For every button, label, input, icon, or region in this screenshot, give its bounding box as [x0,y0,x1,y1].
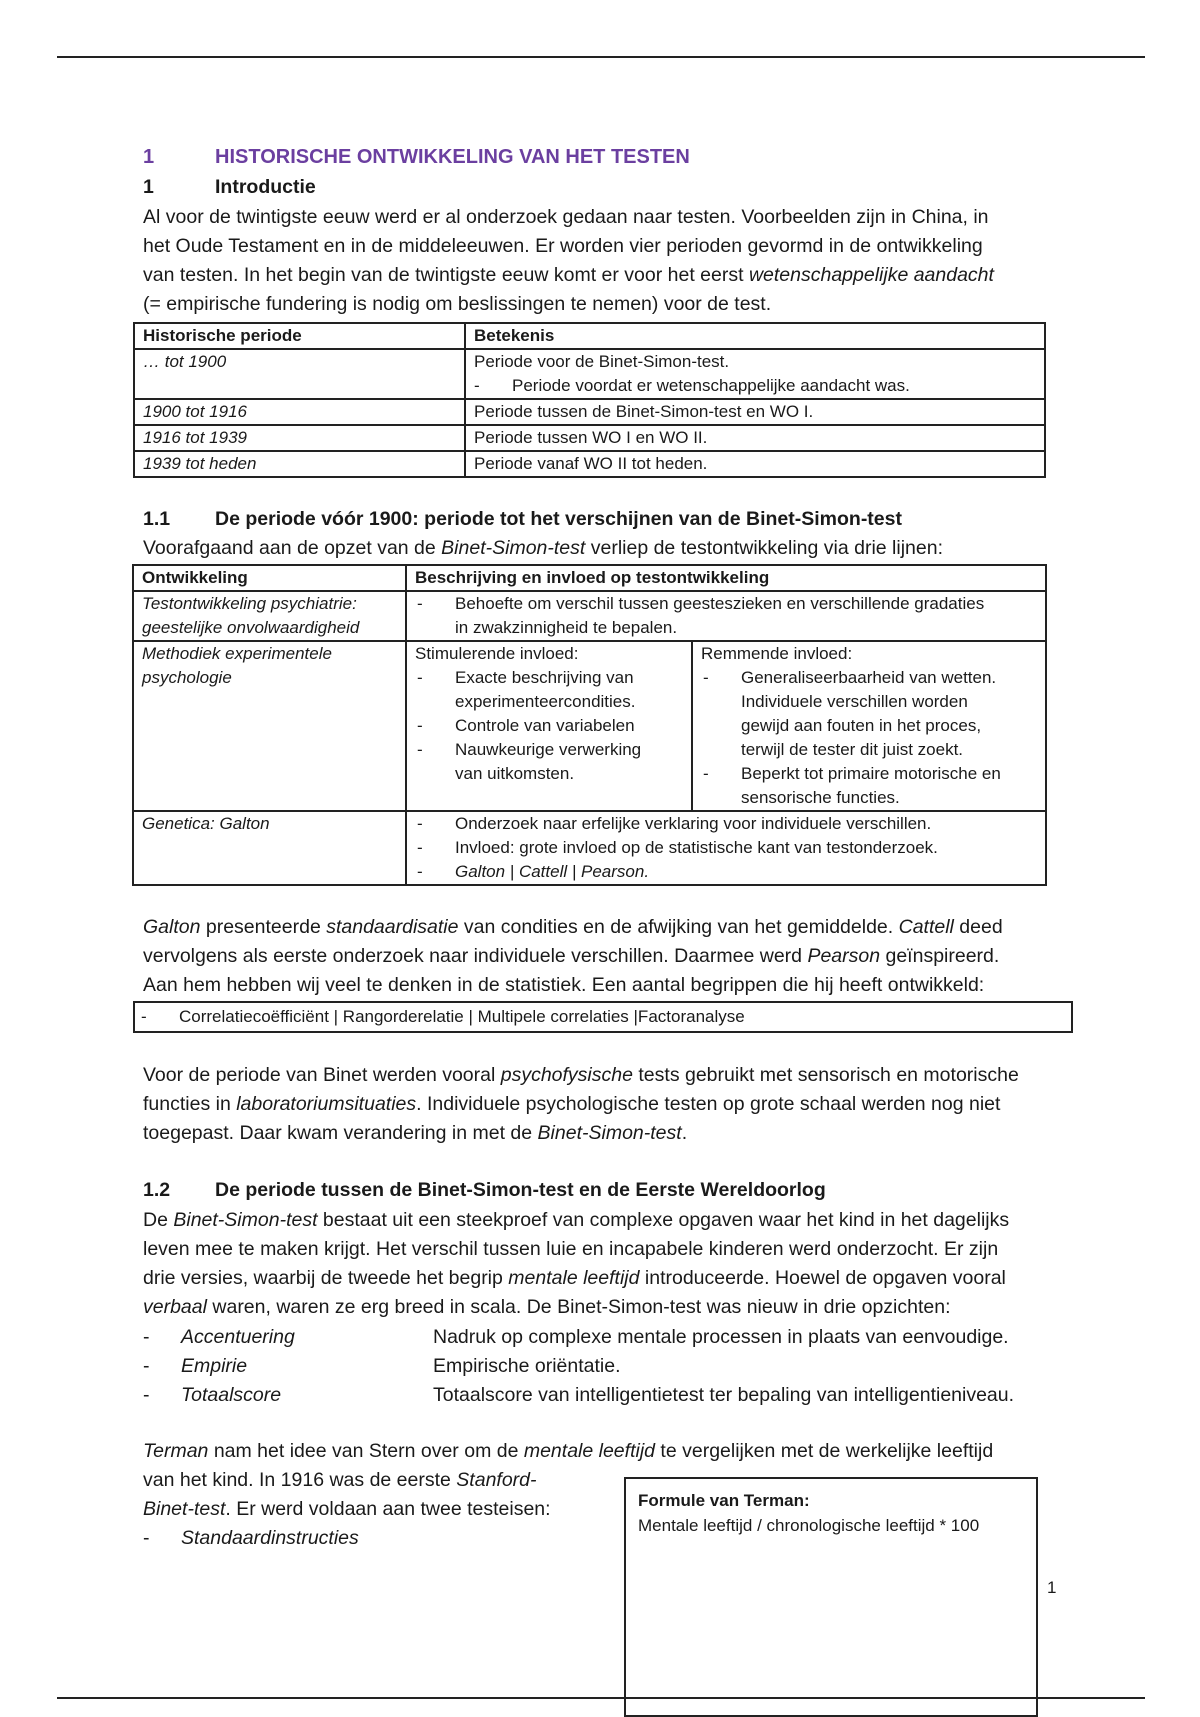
table-cell: Genetica: Galton [133,811,406,885]
intro-line: (= empirische fundering is nodig om beslissingen te nemen) voor de test. [143,293,772,315]
bottom-rule [57,1697,1145,1699]
table-header-row [134,323,1045,349]
table-cell: 1916 tot 1939 [134,425,465,451]
table-cell: - Onderzoek naar erfelijke verklaring voor individuele verschillen. - Invloed: grote invloed op de statistische kant van testonderzoek. - Galton | Cattell | Pearson. [406,811,1046,885]
table-header-row [133,565,1046,591]
table-cell: 1939 tot heden [134,451,465,477]
intro-paragraph [143,203,1083,319]
section-1-1-intro: Voorafgaand aan de opzet van de Binet-Simon-test verliep de testontwikkeling via drie lijnen: [143,537,943,559]
chapter-heading [143,146,690,169]
development-table [132,564,1047,886]
intro-line: van testen. In het begin van de twintigste eeuw komt er voor het eerst wetenschappelijke aandacht [143,264,994,286]
list-item: - Totaalscore Totaalscore van intelligentietest ter bepaling van intelligentieniveau. [143,1384,1015,1406]
table-row [133,811,1046,885]
table-row [133,591,1046,641]
table-cell: Periode tussen de Binet-Simon-test en WO I. [465,399,1045,425]
intro-number: 1 [143,176,154,198]
innovation-list [143,1323,1103,1410]
table-cell-stimulating: Stimulerende invloed: - Exacte beschrijving van experimenteercondities. - Controle van variabelen - Nauwkeurige verwerking van uitkomsten. [406,641,692,811]
formula-box [624,1477,1038,1717]
concepts-text: Correlatiecoëfficiënt | Rangorderelatie | Multipele correlaties |Factoranalyse [179,1007,745,1026]
table-cell: … tot 1900 [134,349,465,399]
top-rule [57,56,1145,58]
page-number: 1 [1047,1578,1057,1597]
table-row [134,451,1045,477]
section-1-2-heading: 1.2 De periode tussen de Binet-Simon-test en de Eerste Wereldoorlog [143,1179,826,1201]
table-header: Historische periode [134,323,465,349]
table-cell: Periode vanaf WO II tot heden. [465,451,1045,477]
concepts-box: - Correlatiecoëfficiënt | Rangorderelatie | Multipele correlaties |Factoranalyse [133,1001,1073,1033]
formula-body: Mentale leeftijd / chronologische leeftijd * 100 [638,1516,980,1535]
list-item: - Empirie Empirische oriëntatie. [143,1355,621,1377]
terman-paragraph: Terman nam het idee van Stern over om de mentale leeftijd te vergelijken met de werkelijke leeftijd van het kind. In 1916 was de eerste Stanford- Binet-test. Er werd voldaan aan twee testeisen: - Standaardinstructies [143,1437,1093,1553]
table-header: Betekenis [465,323,1045,349]
table-cell: - Behoefte om verschil tussen geesteszieken en verschillende gradaties in zwakzinnigheid te bepalen. [406,591,1046,641]
intro-heading [143,176,316,199]
table-cell: Testontwikkeling psychiatrie: geestelijke onvolwaardigheid [133,591,406,641]
table-header: Beschrijving en invloed op testontwikkeling [406,565,1046,591]
intro-line: het Oude Testament en in de middeleeuwen. Er worden vier perioden gevormd in de ontwikkeling [143,235,983,257]
chapter-number: 1 [143,146,155,168]
binet-paragraph: Voor de periode van Binet werden vooral psychofysische tests gebruikt met sensorisch en motorische functies in laboratoriumsituaties. Individuele psychologische testen op grote schaal werden nog niet toegepast. Daar kwam verandering in met de Binet-Simon-test. [143,1064,1019,1144]
list-item: - Accentuering Nadruk op complexe mentale processen in plaats van eenvoudige. [143,1326,1009,1348]
table-row [133,641,1046,811]
intro-line: Al voor de twintigste eeuw werd er al onderzoek gedaan naar testen. Voorbeelden zijn in China, in [143,206,989,228]
table-cell: Methodiek experimentele psychologie [133,641,406,811]
section-1-2-paragraph: De Binet-Simon-test bestaat uit een steekproef van complexe opgaven waar het kind in het dagelijks leven mee te maken krijgt. Het verschil tussen luie en incapabele kinderen werd onderzocht. Er zijn drie versies, waarbij de tweede het begrip mentale leeftijd introduceerde. Hoewel de opgaven vooral verbaal waren, waren ze erg breed in scala. De Binet-Simon-test was nieuw in drie opzichten: [143,1209,1010,1318]
table-header: Ontwikkeling [133,565,406,591]
periods-table [133,322,1046,478]
table-row [134,399,1045,425]
table-cell-inhibiting: Remmende invloed: - Generaliseerbaarheid van wetten. Individuele verschillen worden gewijd aan fouten in het proces, terwijl de tester dit juist zoekt. - Beperkt tot primaire motorische en sensorische functies. [692,641,1046,811]
chapter-title: HISTORISCHE ONTWIKKELING VAN HET TESTEN [215,146,690,168]
formula-title: Formule van Terman: [638,1491,810,1510]
list-item: - Standaardinstructies [143,1527,359,1549]
intro-title: Introductie [215,176,316,198]
section-1-1-heading: 1.1 De periode vóór 1900: periode tot het verschijnen van de Binet-Simon-test [143,508,902,530]
table-cell: Periode voor de Binet-Simon-test. - Periode voordat er wetenschappelijke aandacht was. [465,349,1045,399]
table-cell: 1900 tot 1916 [134,399,465,425]
galton-paragraph: Galton presenteerde standaardisatie van condities en de afwijking van het gemiddelde. Cattell deed vervolgens als eerste onderzoek naar individuele verschillen. Daarmee werd Pearson geïnspireerd. Aan hem hebben wij veel te denken in de statistiek. Een aantal begrippen die hij heeft ontwikkeld: [143,916,1003,996]
table-cell: Periode tussen WO I en WO II. [465,425,1045,451]
table-row [134,349,1045,399]
table-row [134,425,1045,451]
